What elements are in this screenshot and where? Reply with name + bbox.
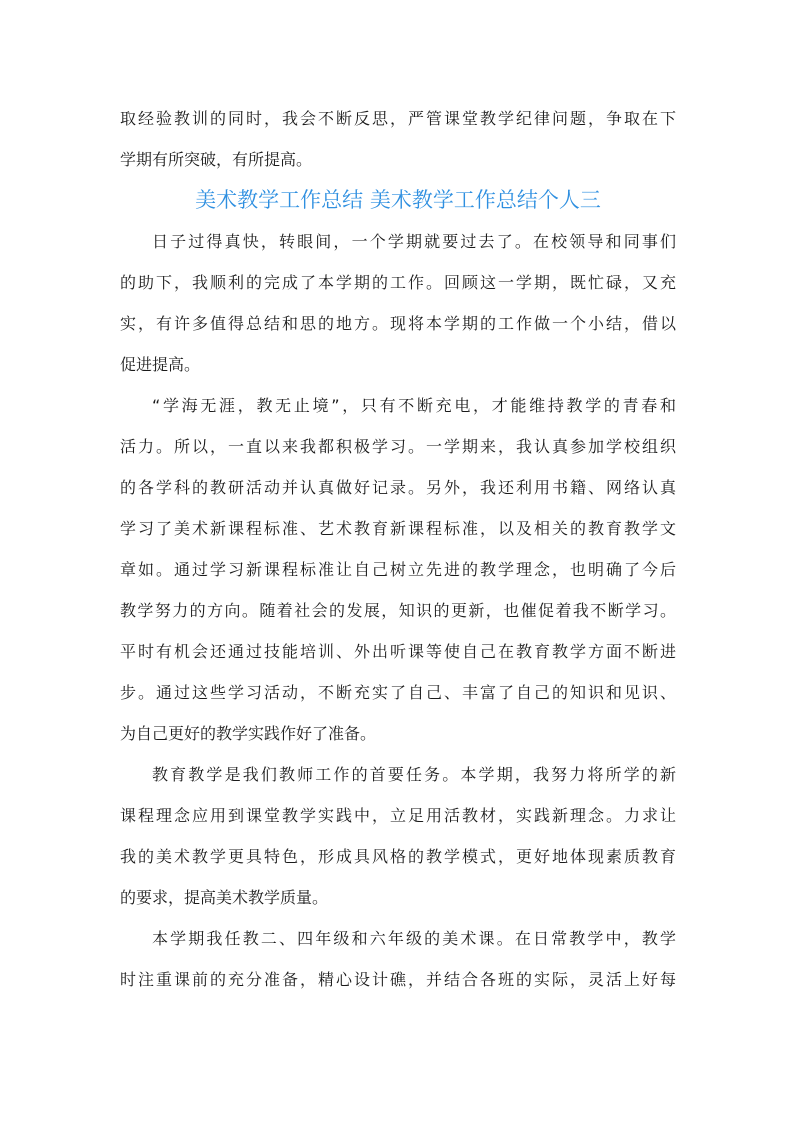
text-line: 促进提高。 <box>120 355 201 374</box>
text-line: 教学努力的方向。随着社会的发展，知识的更新，也催促着我不断学习。 <box>120 601 676 620</box>
text-line: 为自己更好的教学实践作好了准备。 <box>120 724 377 743</box>
document-body <box>120 104 676 1006</box>
text-line: 活力。所以，一直以来我都积极学习。一学期来，我认真参加学校组织 <box>120 437 676 456</box>
text-line: “学海无涯，教无止境”，只有不断充电，才能维持教学的青春和 <box>152 396 676 415</box>
text-line: 时注重课前的充分准备，精心设计礁，并结合各班的实际，灵活上好每 <box>120 970 676 989</box>
text-line: 本学期我任教二、四年级和六年级的美术课。在日常教学中，教学 <box>152 929 676 948</box>
text-line: 的助下，我顺利的完成了本学期的工作。回顾这一学期，既忙碌，又充 <box>120 273 676 292</box>
text-line: 课程理念应用到课堂教学实践中，立足用活教材，实践新理念。力求让 <box>120 806 676 825</box>
text-line: 步。通过这些学习活动，不断充实了自己、丰富了自己的知识和见识、 <box>120 683 676 702</box>
text-line: 的各学科的教研活动并认真做好记录。另外，我还利用书籍、网络认真 <box>120 478 676 497</box>
text-line: 实，有许多值得总结和思的地方。现将本学期的工作做一个小结，借以 <box>120 314 676 333</box>
section-heading: 美术教学工作总结 美术教学工作总结个人三 <box>195 188 601 212</box>
text-line: 平时有机会还通过技能培训、外出听课等使自己在教育教学方面不断进 <box>120 642 676 661</box>
text-line: 取经验教训的同时，我会不断反思，严管课堂教学纪律问题，争取在下 <box>120 109 676 128</box>
text-line: 的要求，提高美术教学质量。 <box>120 888 329 907</box>
text-line: 学习了美术新课程标准、艺术教育新课程标准，以及相关的教育教学文 <box>120 519 676 538</box>
text-line: 学期有所突破，有所提高。 <box>120 150 313 169</box>
text-line: 教育教学是我们教师工作的首要任务。本学期，我努力将所学的新 <box>152 765 676 784</box>
text-line: 日子过得真快，转眼间，一个学期就要过去了。在校领导和同事们 <box>152 232 676 251</box>
text-line: 章如。通过学习新课程标准让自己树立先进的教学理念，也明确了今后 <box>120 560 676 579</box>
text-line: 我的美术教学更具特色，形成具风格的教学模式，更好地体现素质教育 <box>120 847 676 866</box>
